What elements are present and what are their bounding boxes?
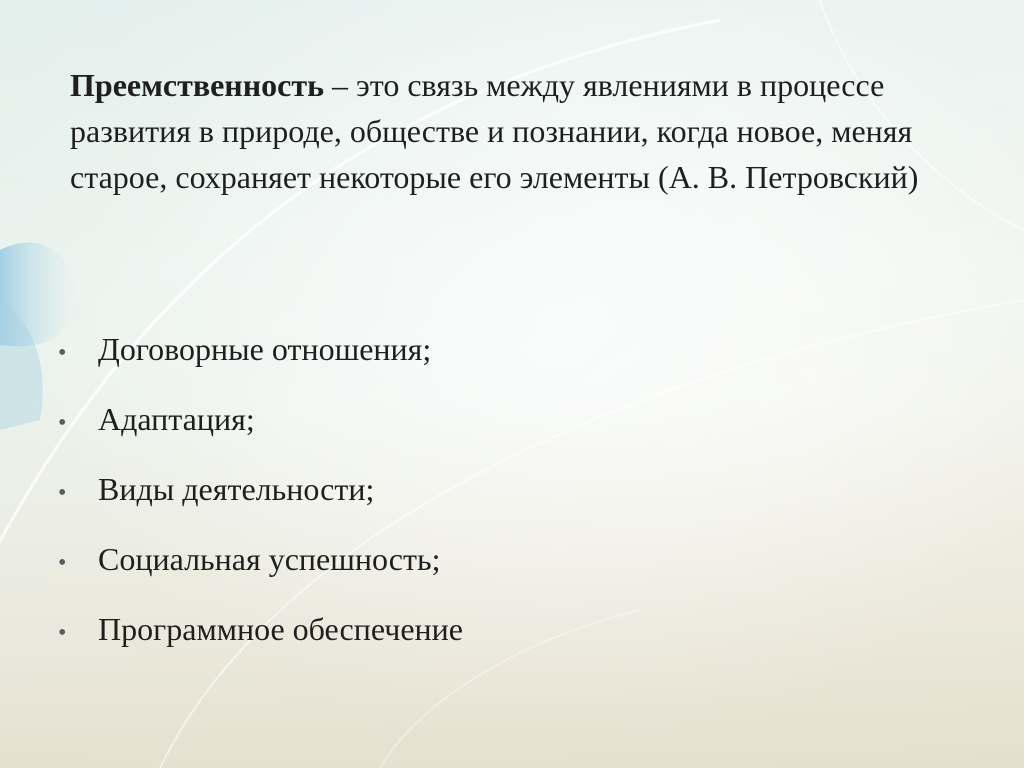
bullet-icon: • <box>58 550 67 576</box>
list-item <box>58 466 958 536</box>
list-item-label: Социальная успешность; <box>98 541 441 577</box>
list-item-label: Договорные отношения; <box>98 331 432 367</box>
list-item <box>58 326 958 396</box>
definition-text: – это связь между явлениями в процессе развития в природе, обществе и познании, когда новое, меняя старое, сохраняет некоторые его элементы (А. В. Петровский) <box>70 67 919 195</box>
definition-term: Преемственность <box>70 67 325 103</box>
bullet-icon: • <box>58 340 67 366</box>
bullet-icon: • <box>58 620 67 646</box>
definition-paragraph <box>70 62 950 200</box>
list-item-label: Адаптация; <box>98 401 255 437</box>
list-item <box>58 396 958 466</box>
bullet-list <box>58 326 958 676</box>
list-item <box>58 536 958 606</box>
list-item-label: Виды деятельности; <box>98 471 375 507</box>
list-item-label: Программное обеспечение <box>98 611 463 647</box>
list-item <box>58 606 958 676</box>
bullet-icon: • <box>58 410 67 436</box>
bullet-icon: • <box>58 480 67 506</box>
